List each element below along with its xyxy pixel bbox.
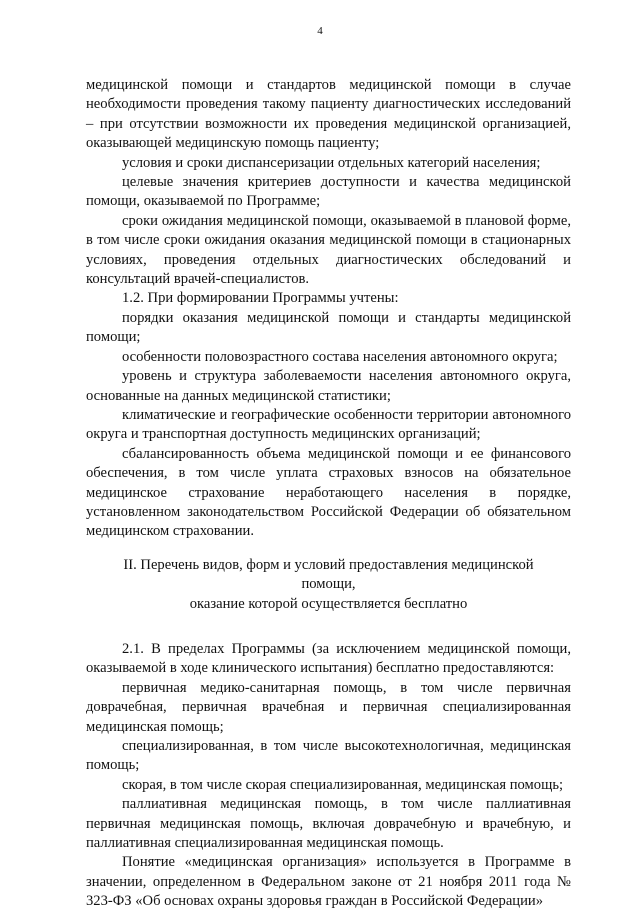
paragraph: сроки ожидания медицинской помощи, оказываемой в плановой форме, в том числе сроки ожидания оказания медицинской помощи в стационарных условиях, проведения отдельных диагностических обследований и консультаций врачей-специалистов. bbox=[86, 212, 571, 288]
paragraph: паллиативная медицинская помощь, в том числе паллиативная первичная медицинская помощь, включая доврачебную и врачебную, и паллиативная специализированная медицинская помощь. bbox=[86, 796, 571, 852]
paragraph: 1.2. При формировании Программы учтены: bbox=[122, 290, 399, 307]
paragraph: первичная медико-санитарная помощь, в том числе первичная доврачебная, первичная врачебная и первичная специализированная медицинская помощь; bbox=[86, 679, 571, 735]
paragraph: порядки оказания медицинской помощи и стандарты медицинской помощи; bbox=[86, 309, 571, 346]
paragraph: медицинской помощи и стандартов медицинской помощи в случае необходимости проведения такому пациенту диагностических исследований – при отсутствии возможности их проведения медицинской организацией, оказывающей медицинскую помощь пациенту; bbox=[86, 77, 571, 152]
top-paragraphs bbox=[86, 76, 571, 542]
section-heading-line-1: II. Перечень видов, форм и условий предоставления медицинской bbox=[123, 556, 534, 573]
paragraph: климатические и географические особенности территории автономного округа и транспортная доступность медицинских организаций; bbox=[86, 406, 571, 443]
section-heading-line-2: помощи, bbox=[301, 576, 356, 593]
paragraph: 2.1. В пределах Программы (за исключением медицинской помощи, оказываемой в ходе клинического испытания) бесплатно предоставляются: bbox=[86, 640, 571, 677]
paragraph: целевые значения критериев доступности и качества медицинской помощи, оказываемой по Программе; bbox=[86, 174, 571, 210]
bottom-paragraphs bbox=[86, 640, 571, 912]
paragraph: уровень и структура заболеваемости населения автономного округа, основанные на данных медицинской статистики; bbox=[86, 368, 571, 404]
section-heading bbox=[86, 556, 571, 614]
paragraph: скорая, в том числе скорая специализированная, медицинская помощь; bbox=[122, 776, 564, 793]
paragraph: специализированная, в том числе высокотехнологичная, медицинская помощь; bbox=[86, 738, 571, 774]
paragraph: Понятие «медицинская организация» используется в Программе в значении, определенном в Федеральном законе от 21 ноября 2011 года № 323-ФЗ «Об основах охраны здоровья граждан в Российской Федерации» bbox=[86, 854, 571, 910]
document-body bbox=[86, 76, 571, 912]
paragraph: условия и сроки диспансеризации отдельных категорий населения; bbox=[122, 154, 541, 171]
page-number: 4 bbox=[317, 25, 323, 37]
paragraph: особенности половозрастного состава населения автономного округа; bbox=[122, 348, 558, 365]
section-heading-line-3: оказание которой осуществляется бесплатно bbox=[189, 595, 468, 612]
paragraph: сбалансированность объема медицинской помощи и ее финансового обеспечения, в том числе уплата страховых взносов на обязательное медицинское страхование неработающего населения в порядке, установленном законодательством Российской Федерации об обязательном медицинском страховании. bbox=[86, 445, 571, 540]
